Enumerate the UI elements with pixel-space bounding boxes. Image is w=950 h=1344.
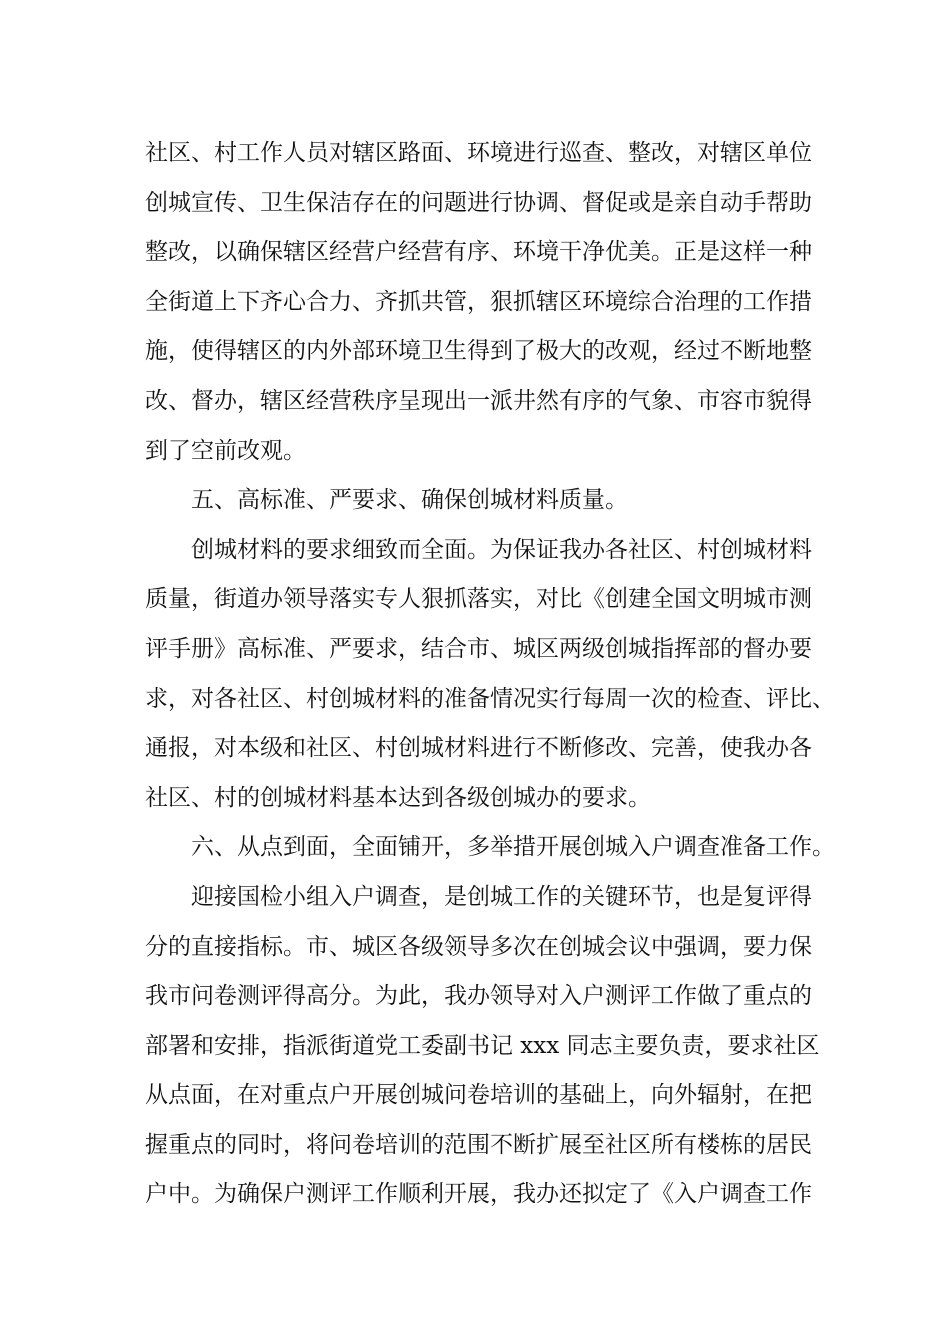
text-line: 到了空前改观。 — [145, 437, 306, 464]
text-line: 从点面，在对重点户开展创城问卷培训的基础上，向外辐射，在把 — [145, 1082, 812, 1109]
heading-line: 六、从点到面，全面铺开，多举措开展创城入户调查准备工作。 — [191, 834, 835, 861]
document-body — [145, 129, 835, 1220]
section-heading-six — [145, 823, 835, 873]
text-line: 握重点的同时，将问卷培训的范围不断扩展至社区所有楼栋的居民 — [145, 1131, 812, 1158]
paragraph-household-survey — [145, 873, 825, 1220]
text-line: 评手册》高标准、严要求，结合市、城区两级创城指挥部的督办要 — [145, 635, 812, 662]
text-line: 迎接国检小组入户调查，是创城工作的关键环节，也是复评得 — [191, 883, 812, 910]
text-line: 通报，对本级和社区、村创城材料进行不断修改、完善，使我办各 — [145, 735, 812, 762]
text-line: 我市问卷测评得高分。为此，我办领导对入户测评工作做了重点的 — [145, 983, 812, 1010]
paragraph-environment-rectification — [145, 129, 825, 476]
text-line: 创城宣传、卫生保洁存在的问题进行协调、督促或是亲自动手帮助 — [145, 189, 812, 216]
text-line: 创城材料的要求细致而全面。为保证我办各社区、村创城材料 — [191, 536, 812, 563]
text-line: 社区、村工作人员对辖区路面、环境进行巡查、整改，对辖区单位 — [145, 140, 812, 166]
text-line: 全街道上下齐心合力、齐抓共管，狠抓辖区环境综合治理的工作措 — [145, 288, 812, 315]
text-line: 社区、村的创城材料基本达到各级创城办的要求。 — [145, 784, 651, 811]
section-heading-five — [145, 476, 825, 526]
text-line: 户中。为确保户测评工作顺利开展，我办还拟定了《入户调查工作 — [145, 1181, 812, 1208]
text-line: 部署和安排，指派街道党工委副书记 xxx 同志主要负责，要求社区 — [145, 1032, 820, 1059]
text-line: 整改，以确保辖区经营户经营有序、环境干净优美。正是这样一种 — [145, 239, 812, 266]
heading-line: 五、高标准、严要求、确保创城材料质量。 — [191, 487, 628, 514]
text-line: 改、督办，辖区经营秩序呈现出一派井然有序的气象、市容市貌得 — [145, 387, 812, 414]
text-line: 分的直接指标。市、城区各级领导多次在创城会议中强调，要力保 — [145, 933, 812, 960]
paragraph-materials-quality — [145, 526, 835, 824]
text-line: 求，对各社区、村创城材料的准备情况实行每周一次的检查、评比、 — [145, 685, 835, 712]
text-line: 质量，街道办领导落实专人狠抓落实，对比《创建全国文明城市测 — [145, 586, 812, 613]
text-line: 施，使得辖区的内外部环境卫生得到了极大的改观，经过不断地整 — [145, 338, 812, 365]
